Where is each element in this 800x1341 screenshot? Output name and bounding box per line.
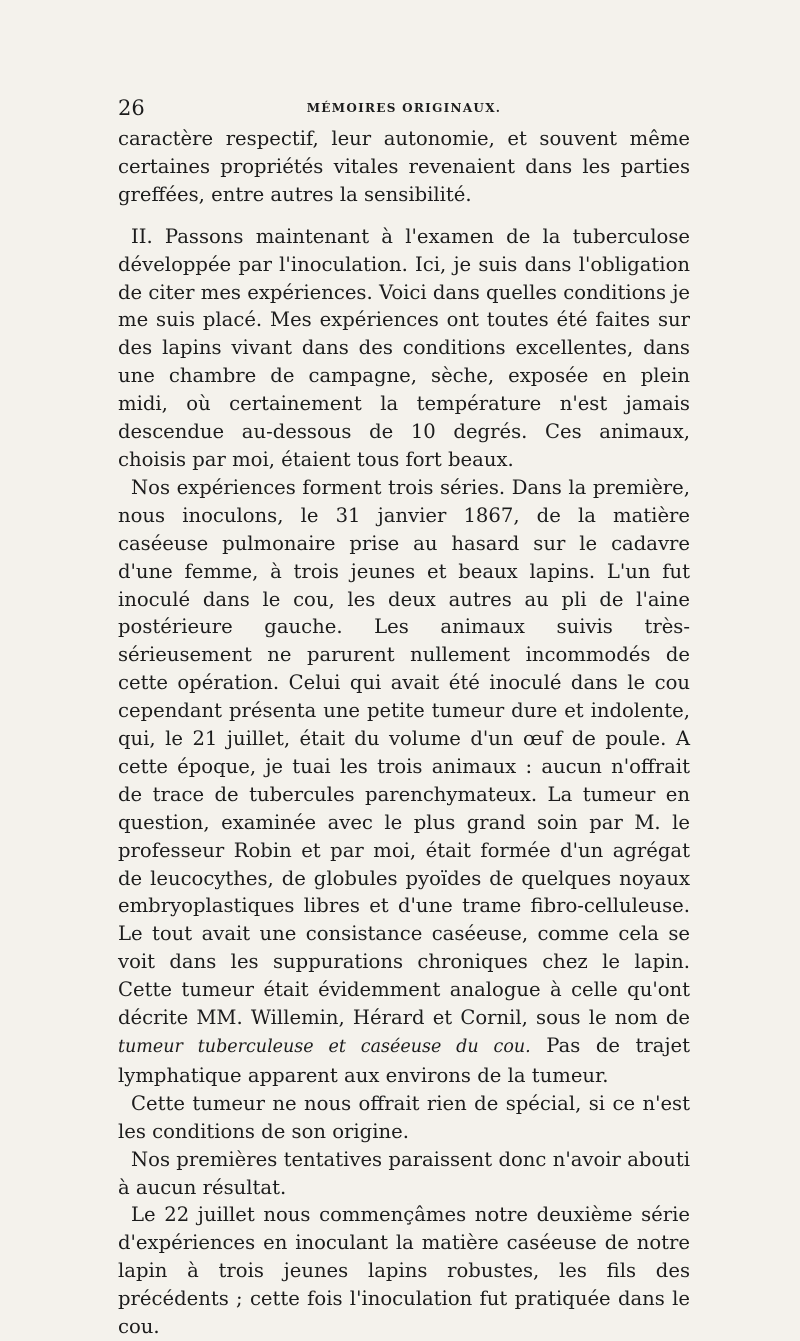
paragraph-experiment-series <box>118 474 690 1090</box>
paragraph-first-attempts: Nos premières tentatives paraissent donc n'avoir abouti à aucun résultat. <box>118 1147 690 1199</box>
paragraph-section-ii: II. Passons maintenant à l'examen de la tuberculose développée par l'inoculation. Ici, je suis dans l'obligation de citer mes expériences. Voici dans quelles conditions je me suis placé. Mes expériences ont toutes été faites sur des lapins vivant dans des conditions excellentes, dans une chambre de campagne, sèche, exposée en plein midi, où certainement la température n'est jamais descendue au-dessous de 10 degrés. Ces animaux, choisis par moi, étaient tous fort beaux. <box>118 224 690 471</box>
paragraph-experiment-series-text: Nos expériences forment trois séries. Dans la première, nous inoculons, le 31 janvier 1867, de la matière caséeuse pulmonaire prise au hasard sur le cadavre d'une femme, à trois jeunes et beaux lapins. L'un fut inoculé dans le cou, les deux autres au pli de l'aine postérieure gauche. Les animaux suivis très-sérieusement ne parurent nullement incommodés de cette opération. Celui qui avait été inoculé dans le cou cependant présenta une petite tumeur dure et indolente, qui, le 21 juillet, était du volume d'un œuf de poule. A cette époque, je tuai les trois animaux : aucun n'offrait de trace de tubercules parenchymateux. La tumeur en question, examinée avec le plus grand soin par M. le professeur Robin et par moi, était formée d'un agrégat de leucocythes, de globules pyoïdes de quelques noyaux embryoplastiques libres et d'une trame fibro-celluleuse. Le tout avait une consistance caséeuse, comme cela se voit dans les suppurations chroniques chez le lapin. Cette tumeur était évidemment analogue à celle qu'ont décrite MM. Willemin, Hérard et Cornil, sous le nom de <box>118 475 690 1030</box>
paragraph-experiment-series-tail: Pas de trajet lymphatique apparent aux environs de la tumeur. <box>118 1034 690 1087</box>
body-text <box>118 125 690 1341</box>
paragraph-tumor-origin: Cette tumeur ne nous offrait rien de spécial, si ce n'est les conditions de son origine. <box>118 1091 690 1143</box>
page-header <box>118 95 690 121</box>
paragraph-second-series: Le 22 juillet nous commençâmes notre deuxième série d'expériences en inoculant la matière caséeuse de notre lapin à trois jeunes lapins robustes, les fils des précédents ; cette fois l'inoculation fut pratiquée dans le cou. <box>118 1203 690 1339</box>
page-number: 26 <box>118 96 145 120</box>
italic-term: tumeur tuberculeuse et caséeuse du cou. <box>118 1037 531 1057</box>
paragraph-continuation: caractère respectif, leur autonomie, et souvent même certaines propriétés vitales revenaient dans les parties greffées, entre autres la sensibilité. <box>118 127 690 206</box>
running-title: MÉMOIRES ORIGINAUX. <box>306 101 502 115</box>
